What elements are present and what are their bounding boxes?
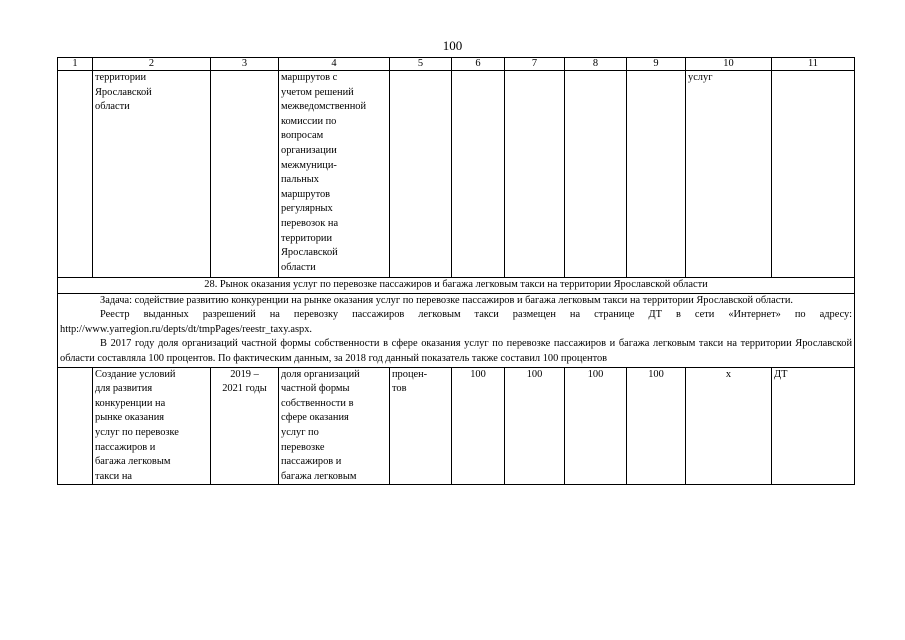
column-number: 5	[390, 58, 452, 71]
column-number: 10	[686, 58, 772, 71]
table-cell: маршрутов с учетом решений межведомственной комиссии по вопросам организации межмуници- пальных маршрутов регулярных перевозок на территории Ярославской области	[279, 71, 390, 278]
table-cell: услуг	[686, 71, 772, 278]
value-cell: 100	[452, 367, 505, 485]
period-cell: 2019 – 2021 годы	[211, 367, 279, 485]
measure-name-cell: Создание условий для развития конкуренции на рынке оказания услуг по перевозке пассажиров и багажа легковым такси на	[93, 367, 211, 485]
table-cell	[505, 71, 565, 278]
responsible-cell: ДТ	[772, 367, 855, 485]
value-cell: 100	[505, 367, 565, 485]
column-number: 3	[211, 58, 279, 71]
table-cell	[58, 71, 93, 278]
table-cell	[627, 71, 686, 278]
section-title-row	[58, 278, 855, 294]
value-cell: 100	[565, 367, 627, 485]
table-cell	[452, 71, 505, 278]
section-description	[58, 293, 855, 367]
statistics-paragraph: В 2017 году доля организаций частной формы собственности в сфере оказания услуг по перевозке пассажиров и багажа легковым такси на территории Ярославской области составляла 100 процентов. По фактическим данным, за 2018 год данный показатель также составил 100 процентов	[60, 338, 852, 364]
table-cell	[772, 71, 855, 278]
measures-table	[57, 57, 855, 485]
registry-paragraph: Реестр выданных разрешений на перевозку пассажиров легковым такси размещен на странице ДТ в сети «Интернет» по адресу: http://www.yarregion.ru/depts/dt/tmpPages/reestr_taxy.aspx.	[60, 309, 852, 335]
column-number: 6	[452, 58, 505, 71]
column-number: 4	[279, 58, 390, 71]
column-number: 7	[505, 58, 565, 71]
table-cell: территории Ярославской области	[93, 71, 211, 278]
task-paragraph: Задача: содействие развитию конкуренции на рынке оказания услуг по перевозке пассажиров и багажа легковым такси на территории Ярославской области.	[100, 294, 794, 306]
column-number: 1	[58, 58, 93, 71]
column-number: 2	[93, 58, 211, 71]
table-cell	[58, 367, 93, 485]
value-cell: х	[686, 367, 772, 485]
table-cell	[390, 71, 452, 278]
indicator-cell: доля организаций частной формы собственности в сфере оказания услуг по перевозке пассажиров и багажа легковым	[279, 367, 390, 485]
table-cell	[211, 71, 279, 278]
section-description-row	[58, 293, 855, 367]
unit-cell: процен- тов	[390, 367, 452, 485]
column-number-row	[58, 58, 855, 71]
continuation-row	[58, 71, 855, 278]
column-number: 11	[772, 58, 855, 71]
page-number: 100	[442, 38, 463, 53]
table-cell	[565, 71, 627, 278]
column-number: 8	[565, 58, 627, 71]
column-number: 9	[627, 58, 686, 71]
value-cell: 100	[627, 367, 686, 485]
data-row	[58, 367, 855, 485]
section-title: 28. Рынок оказания услуг по перевозке пассажиров и багажа легковым такси на территории Ярославской области	[58, 278, 855, 294]
